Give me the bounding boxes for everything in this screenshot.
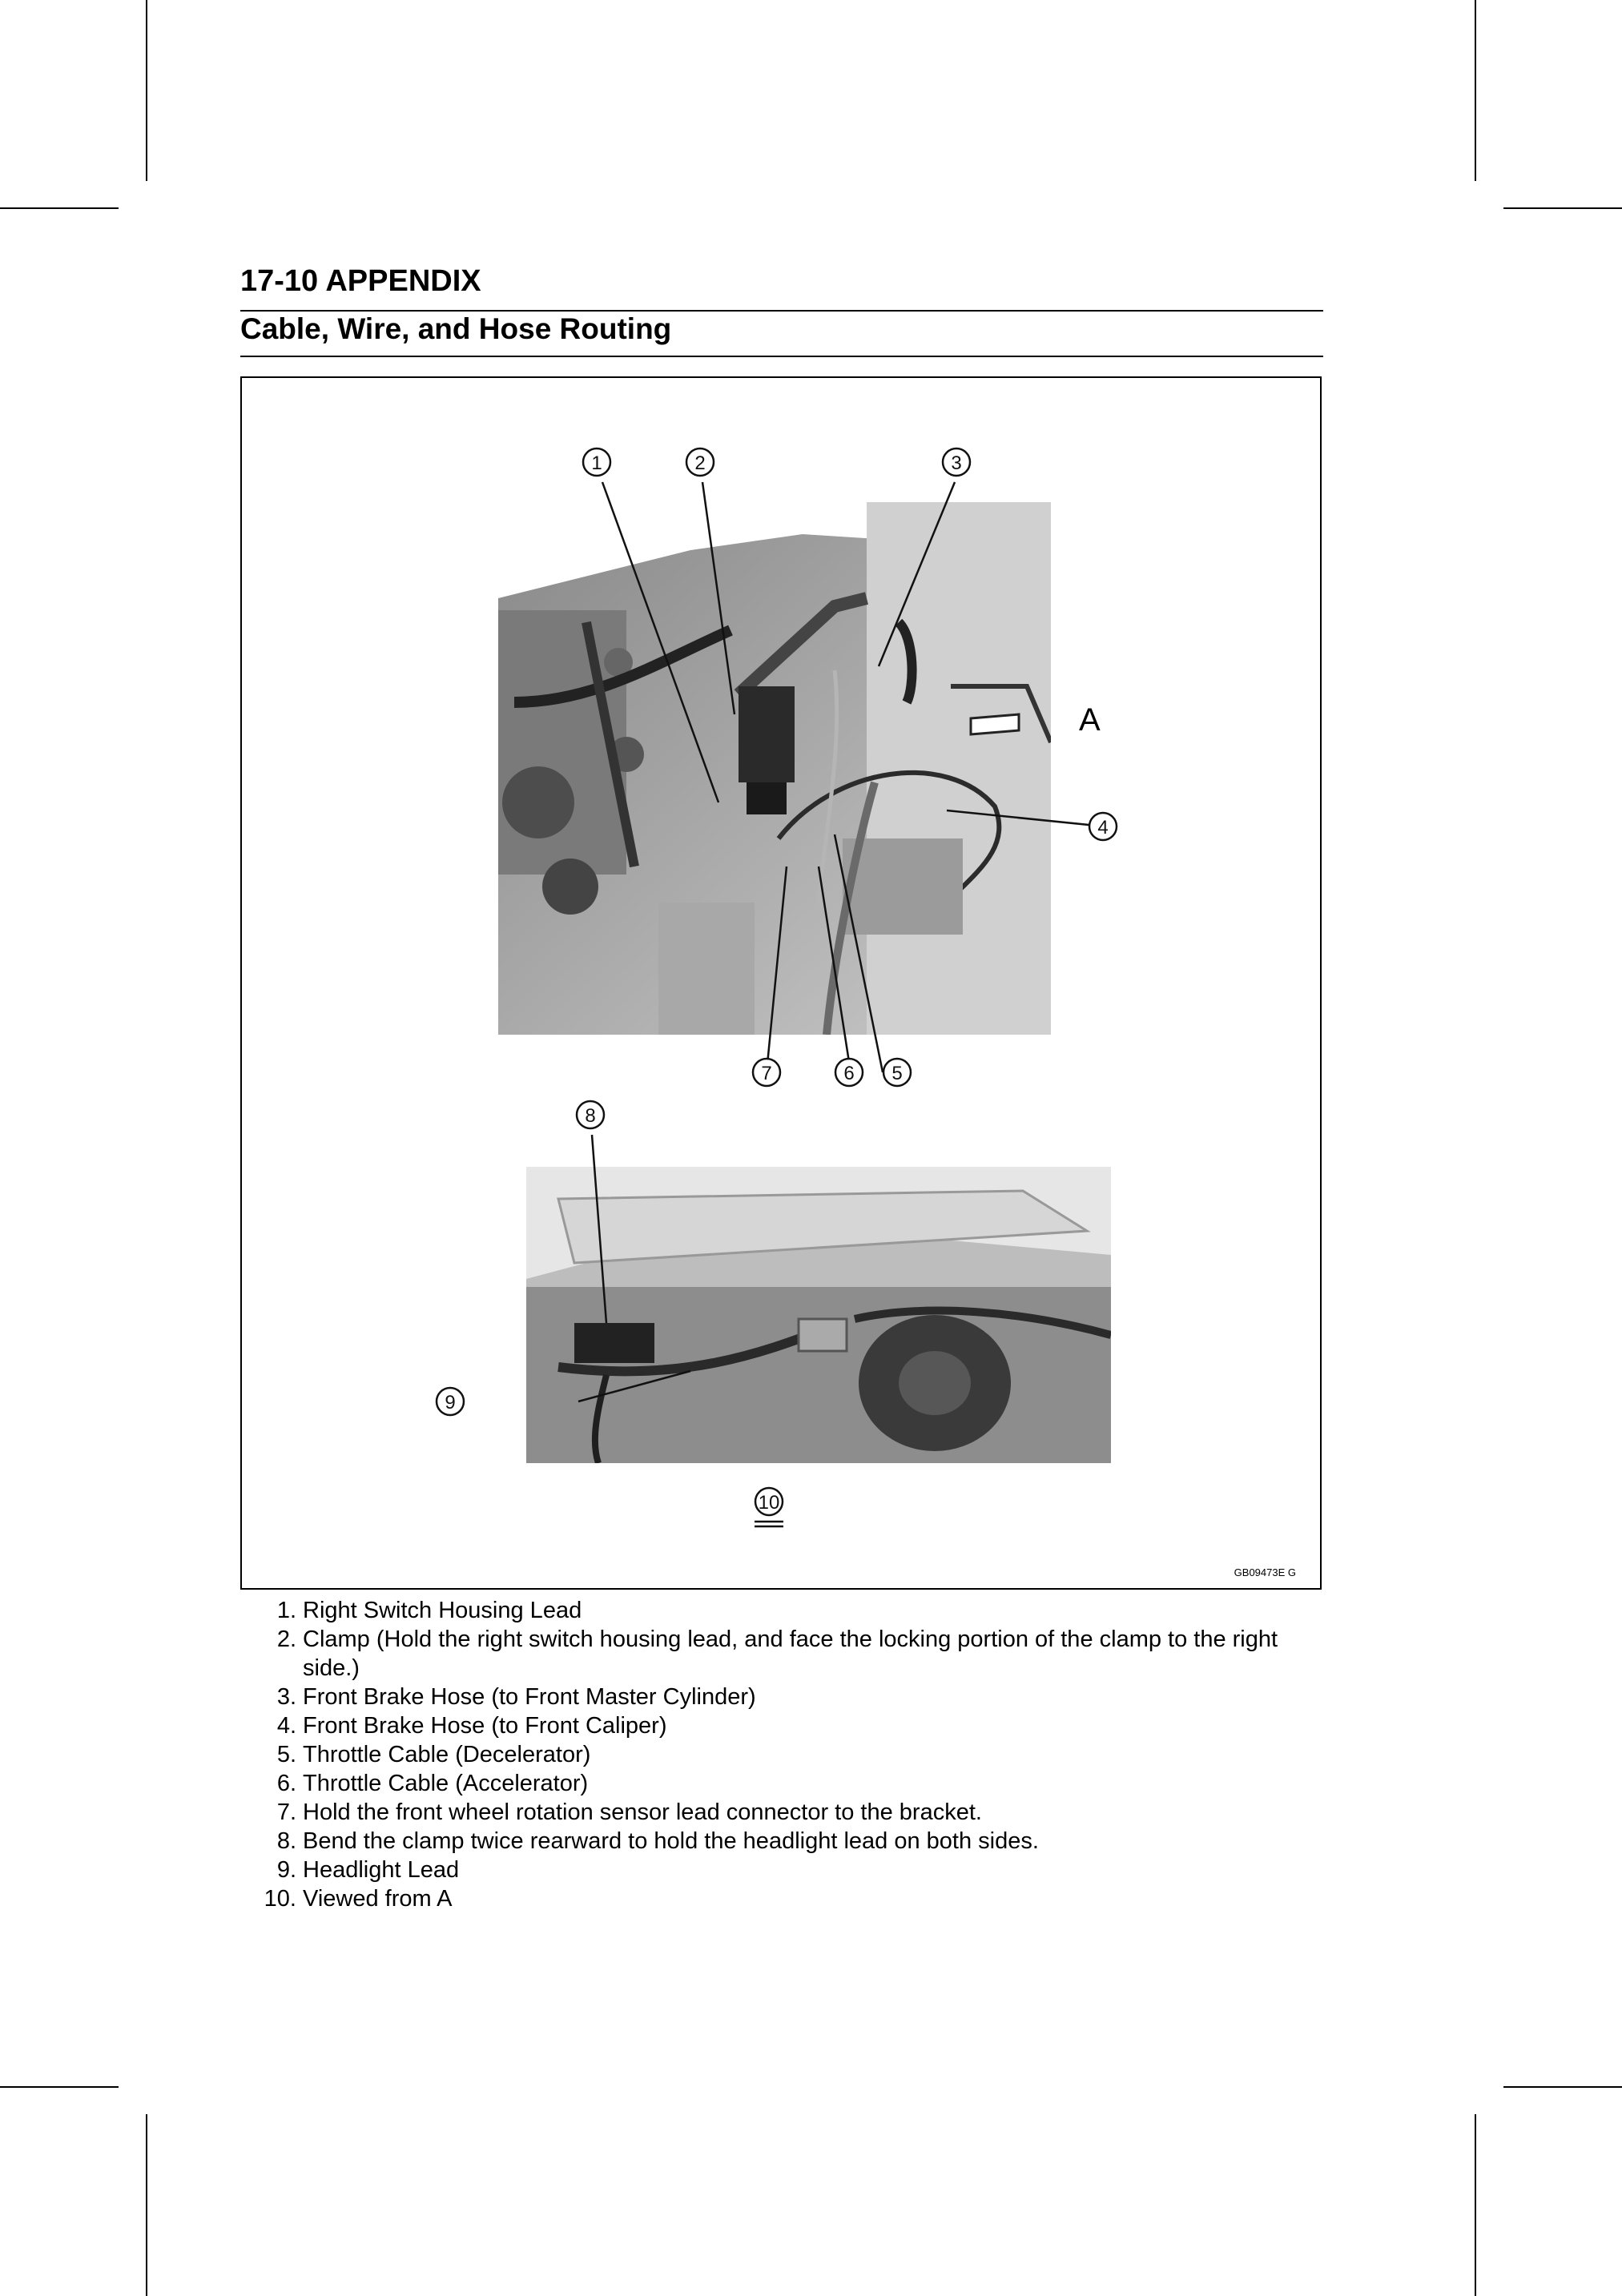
crop-mark-bottom-left-vertical [146,2114,147,2296]
leader-8 [592,1135,606,1323]
legend-text: Clamp (Hold the right switch housing lead, and face the locking portion of the clamp to the right side.) [303,1627,1278,1681]
svg-text:7: 7 [761,1063,772,1084]
legend-list [240,1596,1330,1913]
legend-text: Hold the front wheel rotation sensor lead connector to the bracket. [303,1799,982,1825]
crop-mark-top-left-vertical [146,0,147,181]
legend-text: Front Brake Hose (to Front Master Cylinder) [303,1684,756,1710]
legend-number: 5. [276,1742,296,1767]
legend-number: 4. [276,1713,296,1739]
svg-text:5: 5 [891,1063,903,1084]
view-direction-label: A [1079,702,1101,738]
page-title: 17-10 APPENDIX [240,264,481,298]
leader-2 [702,482,735,714]
leader-5 [835,834,883,1072]
callout-overlay [242,378,1320,1588]
crop-mark-bottom-left-horizontal [0,2086,119,2088]
legend-item [240,1683,1330,1711]
legend-number: 1. [276,1598,296,1623]
legend-text: Headlight Lead [303,1857,460,1883]
svg-text:2: 2 [694,452,706,474]
legend-item [240,1827,1330,1856]
crop-mark-bottom-right-vertical [1475,2114,1476,2296]
svg-text:8: 8 [585,1105,596,1127]
legend-item [240,1596,1330,1625]
header-rule-bottom [240,356,1323,357]
legend-number: 7. [276,1799,296,1825]
legend-number: 8. [276,1828,296,1854]
legend-text: Right Switch Housing Lead [303,1598,582,1623]
callout-6 [835,1059,863,1086]
crop-mark-top-right-vertical [1475,0,1476,181]
legend-number: 9. [276,1857,296,1883]
callout-2 [686,448,714,476]
legend-text: Front Brake Hose (to Front Caliper) [303,1713,667,1739]
crop-mark-top-left-horizontal [0,207,119,209]
callout-7 [753,1059,780,1086]
leader-3 [879,482,955,666]
legend-item [240,1884,1330,1913]
section-title: Cable, Wire, and Hose Routing [240,312,672,345]
leader-1 [602,482,718,802]
legend-item [240,1856,1330,1884]
svg-text:10: 10 [758,1492,780,1514]
crop-mark-top-right-horizontal [1503,207,1622,209]
callout-5 [883,1059,911,1086]
legend-number: 2. [276,1627,296,1652]
legend-number: 10. [264,1886,296,1912]
legend-number: 3. [276,1684,296,1710]
svg-text:4: 4 [1097,817,1109,838]
callout-10 [755,1488,783,1515]
legend-item [240,1740,1330,1769]
callout-4 [1089,813,1117,840]
legend-text: Throttle Cable (Decelerator) [303,1742,591,1767]
svg-text:3: 3 [951,452,962,474]
crop-mark-bottom-right-horizontal [1503,2086,1622,2088]
legend-item [240,1769,1330,1798]
svg-text:1: 1 [591,452,602,474]
legend-text: Throttle Cable (Accelerator) [303,1771,589,1796]
legend-text: Bend the clamp twice rearward to hold the headlight lead on both sides. [303,1828,1039,1854]
svg-text:9: 9 [445,1392,456,1413]
callout-1 [583,448,610,476]
figure-frame [240,376,1322,1590]
svg-text:6: 6 [843,1063,855,1084]
figure-code: GB09473E G [1234,1566,1296,1578]
leader-9 [578,1371,690,1401]
callout-8 [577,1101,604,1128]
legend-item [240,1625,1330,1683]
header-rule-top [240,310,1323,312]
leader-4 [947,810,1105,826]
leader-7 [767,867,787,1072]
legend-text: Viewed from A [303,1886,453,1912]
leader-6 [819,867,851,1072]
legend-number: 6. [276,1771,296,1796]
callout-3 [943,448,970,476]
callout-9 [437,1388,464,1415]
legend-item [240,1711,1330,1740]
legend-item [240,1798,1330,1827]
